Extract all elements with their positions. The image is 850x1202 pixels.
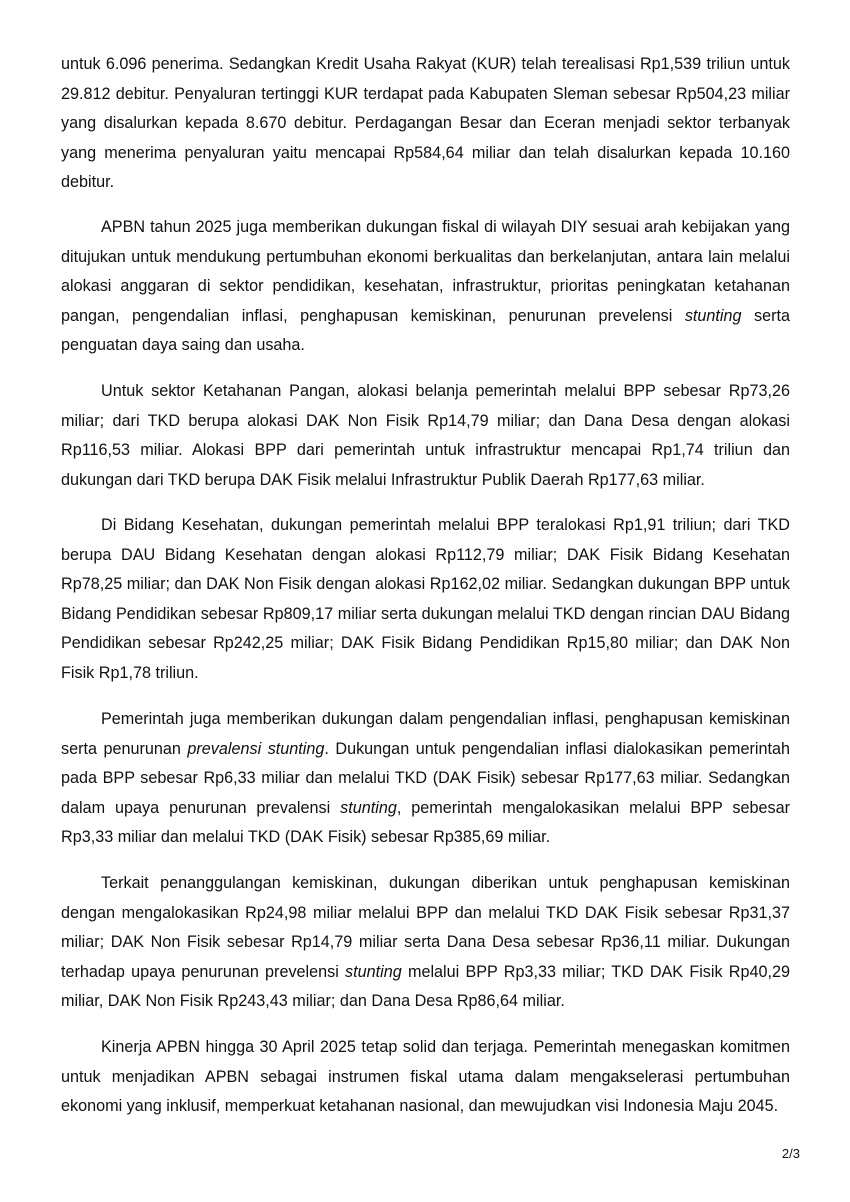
italic-term: stunting <box>340 798 397 817</box>
italic-term: stunting <box>684 306 742 325</box>
paragraph-fiscal-support <box>61 213 790 361</box>
paragraph-poverty <box>61 869 790 1017</box>
paragraph-text: APBN tahun 2025 juga memberikan dukungan fiskal di wilayah DIY sesuai arah kebijakan yang ditujukan untuk mendukung pertumbuhan ekonomi berkualitas dan berkelanjutan, antara lain melalui alokasi anggaran di sektor pendidikan, kesehatan, infrastruktur, prioritas peningkatan ketahanan pangan, pengendalian inflasi, penghapusan kemiskinan, penurunan prevelensi <box>61 218 790 325</box>
paragraph-kur <box>61 50 790 198</box>
paragraph-apbn-performance <box>61 1033 790 1122</box>
paragraph-text: melalui BPP Rp3,33 miliar; TKD DAK Fisik Rp40,29 miliar, DAK Non Fisik Rp243,43 miliar; dan Dana Desa Rp86,64 miliar. <box>61 962 790 1011</box>
paragraph-text: Di Bidang Kesehatan, dukungan pemerintah melalui BPP teralokasi Rp1,91 triliun; dari TKD berupa DAU Bidang Kesehatan dengan alokasi Rp112,79 miliar; DAK Fisik Bidang Kesehatan Rp78,25 miliar; dan DAK Non Fisik dengan alokasi Rp162,02 miliar. Sedangkan dukungan BPP untuk Bidang Pendidikan sebesar Rp809,17 miliar serta dukungan melalui TKD dengan rincian DAU Bidang Pendidikan sebesar Rp242,25 miliar; DAK Fisik Bidang Pendidikan Rp15,80 miliar; dan DAK Non Fisik Rp1,78 triliun. <box>61 516 790 682</box>
paragraph-text: Untuk sektor Ketahanan Pangan, alokasi belanja pemerintah melalui BPP sebesar Rp73,26 miliar; dari TKD berupa alokasi DAK Non Fisik Rp14,79 miliar; dan Dana Desa dengan alokasi Rp116,53 miliar. Alokasi BPP dari pemerintah untuk infrastruktur mencapai Rp1,74 triliun dan dukungan dari TKD berupa DAK Fisik melalui Infrastruktur Publik Daerah Rp177,63 miliar. <box>61 382 790 489</box>
paragraph-health-education <box>61 511 790 689</box>
paragraph-text: . Dukungan untuk pengendalian inflasi dialokasikan pemerintah pada BPP sebesar Rp6,33 miliar dan melalui TKD (DAK Fisik) sebesar Rp177,63 miliar. Sedangkan dalam upaya penurunan prevalensi <box>61 739 790 817</box>
paragraph-text: Kinerja APBN hingga 30 April 2025 tetap solid dan terjaga. Pemerintah menegaskan komitmen untuk menjadikan APBN sebagai instrumen fiskal utama dalam mengakselerasi pertumbuhan ekonomi yang inklusif, memperkuat ketahanan nasional, dan mewujudkan visi Indonesia Maju 2045. <box>61 1038 790 1116</box>
paragraph-text: , pemerintah mengalokasikan melalui BPP sebesar Rp3,33 miliar dan melalui TKD (DAK Fisik) sebesar Rp385,69 miliar. <box>61 798 790 847</box>
page-number: 2/3 <box>781 1146 800 1161</box>
paragraph-text: Terkait penanggulangan kemiskinan, dukungan diberikan untuk penghapusan kemiskinan dengan mengalokasikan Rp24,98 miliar melalui BPP dan melalui TKD DAK Fisik sebesar Rp31,37 miliar; DAK Non Fisik sebesar Rp14,79 miliar serta Dana Desa sebesar Rp36,11 miliar. Dukungan terhadap upaya penurunan prevelensi <box>61 874 790 981</box>
paragraph-text: Pemerintah juga memberikan dukungan dalam pengendalian inflasi, penghapusan kemiskinan serta penurunan <box>61 710 790 758</box>
paragraph-text: serta penguatan daya saing dan usaha. <box>61 306 790 355</box>
italic-term: prevalensi stunting <box>187 739 325 758</box>
paragraph-inflation-stunting <box>61 705 790 853</box>
paragraph-food-security <box>61 377 790 495</box>
italic-term: stunting <box>345 962 402 981</box>
paragraph-text: untuk 6.096 penerima. Sedangkan Kredit Usaha Rakyat (KUR) telah terealisasi Rp1,539 triliun untuk 29.812 debitur. Penyaluran tertinggi KUR terdapat pada Kabupaten Sleman sebesar Rp504,23 miliar yang disalurkan kepada 8.670 debitur. Perdagangan Besar dan Eceran menjadi sektor terbanyak yang menerima penyaluran yaitu mencapai Rp584,64 miliar dan telah disalurkan kepada 10.160 debitur. <box>61 55 790 192</box>
